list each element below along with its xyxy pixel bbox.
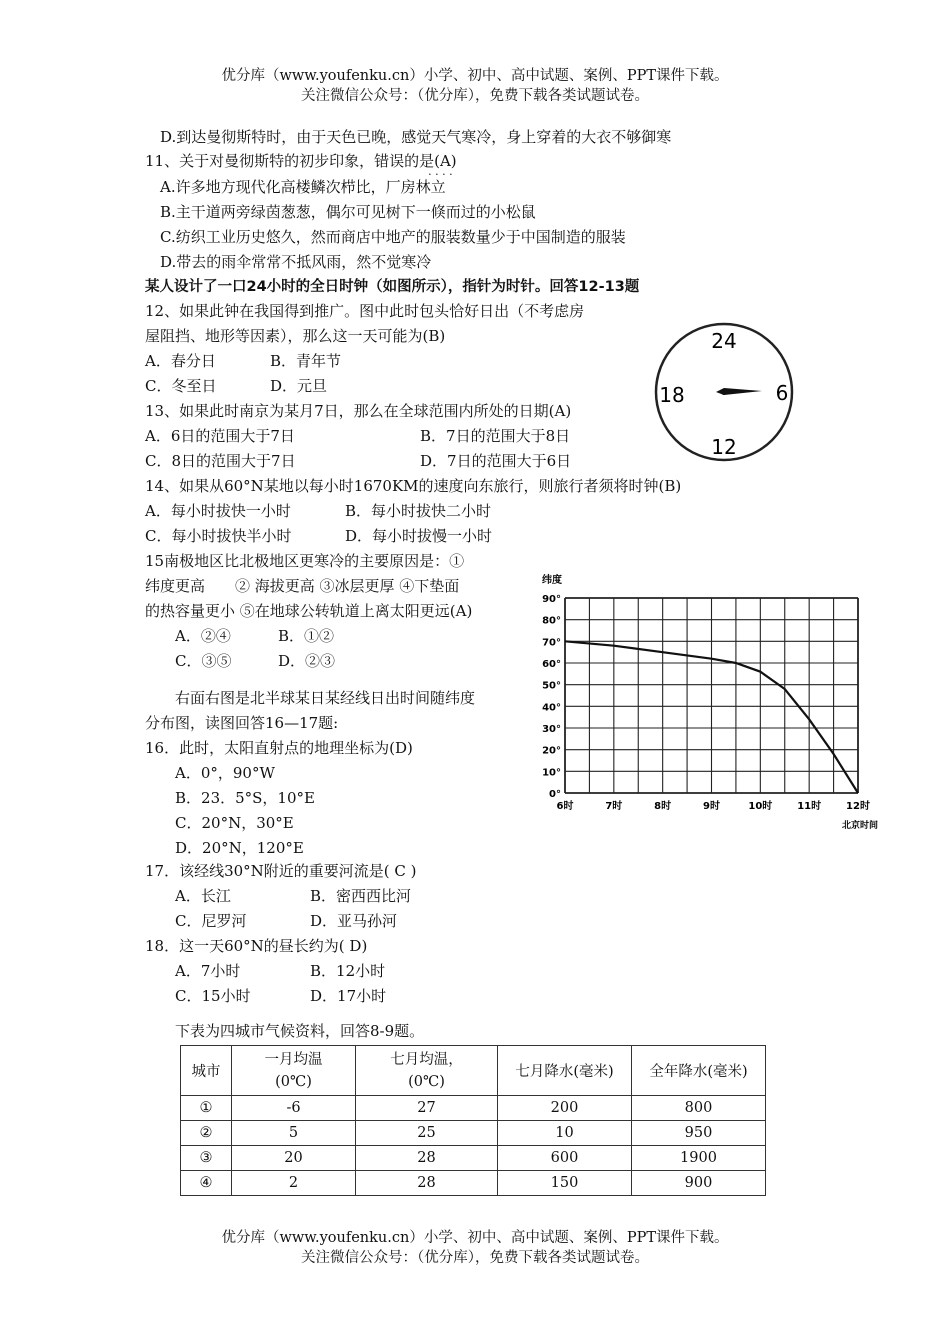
clock-figure bbox=[650, 320, 800, 465]
cell: 25 bbox=[356, 1121, 498, 1146]
y-tick-label: 20° bbox=[542, 745, 561, 757]
graph-intro-1: 右面右图是北半球某日某经线日出时间随纬度 bbox=[175, 689, 476, 707]
q12-stem-2: 屋阻挡、地形等因素），那么这一天可能为(B) bbox=[145, 327, 446, 345]
cell: ② bbox=[181, 1121, 232, 1146]
cell: 200 bbox=[498, 1096, 632, 1121]
cell: 600 bbox=[498, 1146, 632, 1171]
q11-option-c: C.纺织工业历史悠久，然而商店中地产的服装数量少于中国制造的服装 bbox=[160, 228, 626, 246]
x-tick-label: 6时 bbox=[556, 801, 574, 812]
cell: ④ bbox=[181, 1171, 232, 1196]
sunrise-latitude-chart bbox=[530, 570, 900, 835]
y-tick-label: 60° bbox=[542, 659, 561, 670]
table-row bbox=[181, 1171, 766, 1196]
q15-stem-1: 15南极地区比北极地区更寒冷的主要原因是：① bbox=[145, 552, 465, 570]
q11-answer: (A) · · · · bbox=[434, 152, 457, 170]
cell: 2 bbox=[232, 1171, 356, 1196]
q15-option-c: C．③⑤ bbox=[175, 652, 232, 670]
cell: 27 bbox=[356, 1096, 498, 1121]
header-jul-precip: 七月降水(毫米) bbox=[498, 1046, 632, 1096]
cell: ① bbox=[181, 1096, 232, 1121]
q11-option-a: A.许多地方现代化高楼鳞次栉比，厂房林立 bbox=[160, 178, 446, 196]
q15-option-d: D．②③ bbox=[278, 652, 336, 670]
y-tick-label: 50° bbox=[542, 680, 561, 692]
q16-option-b: B．23．5°S，10°E bbox=[175, 789, 315, 807]
clock-label-left: 18 bbox=[659, 383, 685, 407]
q13-stem: 13、如果此时南京为某月7日，那么在全球范围内所处的日期(A) bbox=[145, 402, 572, 420]
clock-label-top: 24 bbox=[711, 329, 737, 353]
q17-option-c: C．尼罗河 bbox=[175, 912, 247, 930]
q10-option-d: D.到达曼彻斯特时，由于天色已晚，感觉天气寒冷，身上穿着的大衣不够御寒 bbox=[160, 128, 672, 146]
q12-stem-1: 12、如果此钟在我国得到推广。图中此时包头恰好日出（不考虑房 bbox=[145, 302, 585, 320]
q13-option-b: B．7日的范围大于8日 bbox=[420, 427, 571, 445]
header-line-1: 优分库（www.youfenku.cn）小学、初中、高中试题、案例、PPT课件下载。 bbox=[221, 68, 729, 84]
chart-x-label: 北京时间 bbox=[842, 821, 879, 831]
q15-stem-3: 的热容量更小 ⑤在地球公转轨道上离太阳更远(A) bbox=[145, 602, 473, 620]
x-tick-label: 11时 bbox=[797, 801, 822, 812]
y-tick-label: 80° bbox=[542, 615, 561, 627]
graph-intro-2: 分布图，读图回答16—17题: bbox=[145, 714, 339, 732]
cell: 5 bbox=[232, 1121, 356, 1146]
y-tick-label: 70° bbox=[542, 637, 561, 649]
x-tick-label: 10时 bbox=[748, 801, 773, 812]
header-line-2: 关注微信公众号：（优分库），免费下载各类试题试卷。 bbox=[301, 88, 649, 104]
q16-stem: 16．此时，太阳直射点的地理坐标为(D) bbox=[145, 739, 413, 757]
q12-option-a: A．春分日 bbox=[145, 352, 216, 370]
q12-option-d: D．元旦 bbox=[270, 377, 328, 395]
q14-option-b: B．每小时拔快二小时 bbox=[345, 502, 492, 520]
cell: 950 bbox=[632, 1121, 766, 1146]
y-tick-label: 90° bbox=[542, 594, 561, 605]
q16-option-c: C．20°N，30°E bbox=[175, 814, 294, 832]
cell: 900 bbox=[632, 1171, 766, 1196]
q15-stem-2: 纬度更高 ② 海拔更高 ③冰层更厚 ④下垫面 bbox=[145, 577, 460, 595]
cell: 10 bbox=[498, 1121, 632, 1146]
q12-option-c: C．冬至日 bbox=[145, 377, 217, 395]
q11-stem bbox=[145, 150, 457, 172]
x-tick-label: 9时 bbox=[703, 801, 720, 812]
q13-option-a: A．6日的范围大于7日 bbox=[145, 427, 295, 445]
table-row bbox=[181, 1121, 766, 1146]
y-tick-label: 0° bbox=[549, 789, 561, 800]
header-jan-temp-label: 一月均温 bbox=[264, 1051, 323, 1068]
cell: ③ bbox=[181, 1146, 232, 1171]
q16-option-a: A．0°，90°W bbox=[175, 764, 275, 782]
q13-option-c: C．8日的范围大于7日 bbox=[145, 452, 296, 470]
y-tick-label: 30° bbox=[542, 724, 561, 735]
q12-option-b: B．青年节 bbox=[270, 352, 342, 370]
q18-option-c: C．15小时 bbox=[175, 987, 251, 1005]
header-city: 城市 bbox=[181, 1046, 232, 1096]
x-tick-label: 8时 bbox=[654, 801, 672, 812]
q18-stem: 18．这一天60°N的昼长约为( D) bbox=[145, 937, 368, 955]
table-row bbox=[181, 1096, 766, 1121]
header-jan-temp bbox=[232, 1046, 356, 1096]
x-tick-label: 7时 bbox=[605, 801, 623, 812]
cell: 1900 bbox=[632, 1146, 766, 1171]
cell: 150 bbox=[498, 1171, 632, 1196]
cell: 28 bbox=[356, 1171, 498, 1196]
header-jan-temp-unit: (0℃) bbox=[275, 1073, 312, 1090]
header-jul-temp-unit: (0℃) bbox=[408, 1073, 445, 1090]
q14-option-d: D．每小时拔慢一小时 bbox=[345, 527, 493, 545]
q17-stem: 17．该经线30°N附近的重要河流是( C ) bbox=[145, 862, 417, 880]
q18-option-d: D．17小时 bbox=[310, 987, 387, 1005]
q13-option-d: D．7日的范围大于6日 bbox=[420, 452, 572, 470]
footer-line-2: 关注微信公众号：（优分库），免费下载各类试题试卷。 bbox=[301, 1250, 649, 1266]
q18-option-b: B．12小时 bbox=[310, 962, 386, 980]
q16-option-d: D．20°N，120°E bbox=[175, 839, 304, 857]
q11-emphasis: 错误的是 bbox=[374, 152, 435, 170]
climate-table bbox=[180, 1045, 766, 1196]
header-jul-temp-label: 七月均温， bbox=[390, 1051, 463, 1068]
clock-pivot bbox=[721, 389, 727, 395]
q18-option-a: A．7小时 bbox=[175, 962, 241, 980]
footer-line-1: 优分库（www.youfenku.cn）小学、初中、高中试题、案例、PPT课件下载。 bbox=[221, 1230, 729, 1246]
cell: 800 bbox=[632, 1096, 766, 1121]
cell: -6 bbox=[232, 1096, 356, 1121]
clock-label-bottom: 12 bbox=[711, 435, 737, 459]
table-row bbox=[181, 1146, 766, 1171]
chart-y-label: 纬度 bbox=[542, 575, 562, 586]
clock-intro: 某人设计了一口24小时的全日时钟（如图所示），指针为时针。回答12-13题 bbox=[145, 279, 640, 295]
q14-option-a: A．每小时拔快一小时 bbox=[145, 502, 291, 520]
q11-option-b: B.主干道两旁绿茵葱葱，偶尔可见树下一倏而过的小松鼠 bbox=[160, 203, 536, 221]
clock-label-right: 6 bbox=[775, 381, 789, 405]
q17-option-d: D．亚马孙河 bbox=[310, 912, 398, 930]
q11-option-d: D.带去的雨伞常常不抵风雨，然不觉寒冷 bbox=[160, 253, 432, 271]
q11-stem-text: 11、关于对曼彻斯特的初步印象， bbox=[145, 152, 375, 170]
q17-option-a: A．长江 bbox=[175, 887, 231, 905]
q14-stem: 14、如果从60°N某地以每小时1670KM的速度向东旅行，则旅行者须将时钟(B) bbox=[145, 477, 682, 495]
table-intro: 下表为四城市气候资料，回答8-9题。 bbox=[175, 1022, 425, 1040]
cell: 28 bbox=[356, 1146, 498, 1171]
header-annual-precip: 全年降水(毫米) bbox=[632, 1046, 766, 1096]
y-tick-label: 40° bbox=[542, 702, 561, 714]
q15-option-a: A．②④ bbox=[175, 627, 231, 645]
q17-option-b: B．密西西比河 bbox=[310, 887, 412, 905]
y-tick-label: 10° bbox=[542, 767, 561, 779]
x-tick-label: 12时 bbox=[846, 801, 870, 812]
table-header-row bbox=[181, 1046, 766, 1096]
header-jul-temp bbox=[356, 1046, 498, 1096]
q15-option-b: B．①② bbox=[278, 627, 335, 645]
cell: 20 bbox=[232, 1146, 356, 1171]
q14-option-c: C．每小时拔快半小时 bbox=[145, 527, 292, 545]
